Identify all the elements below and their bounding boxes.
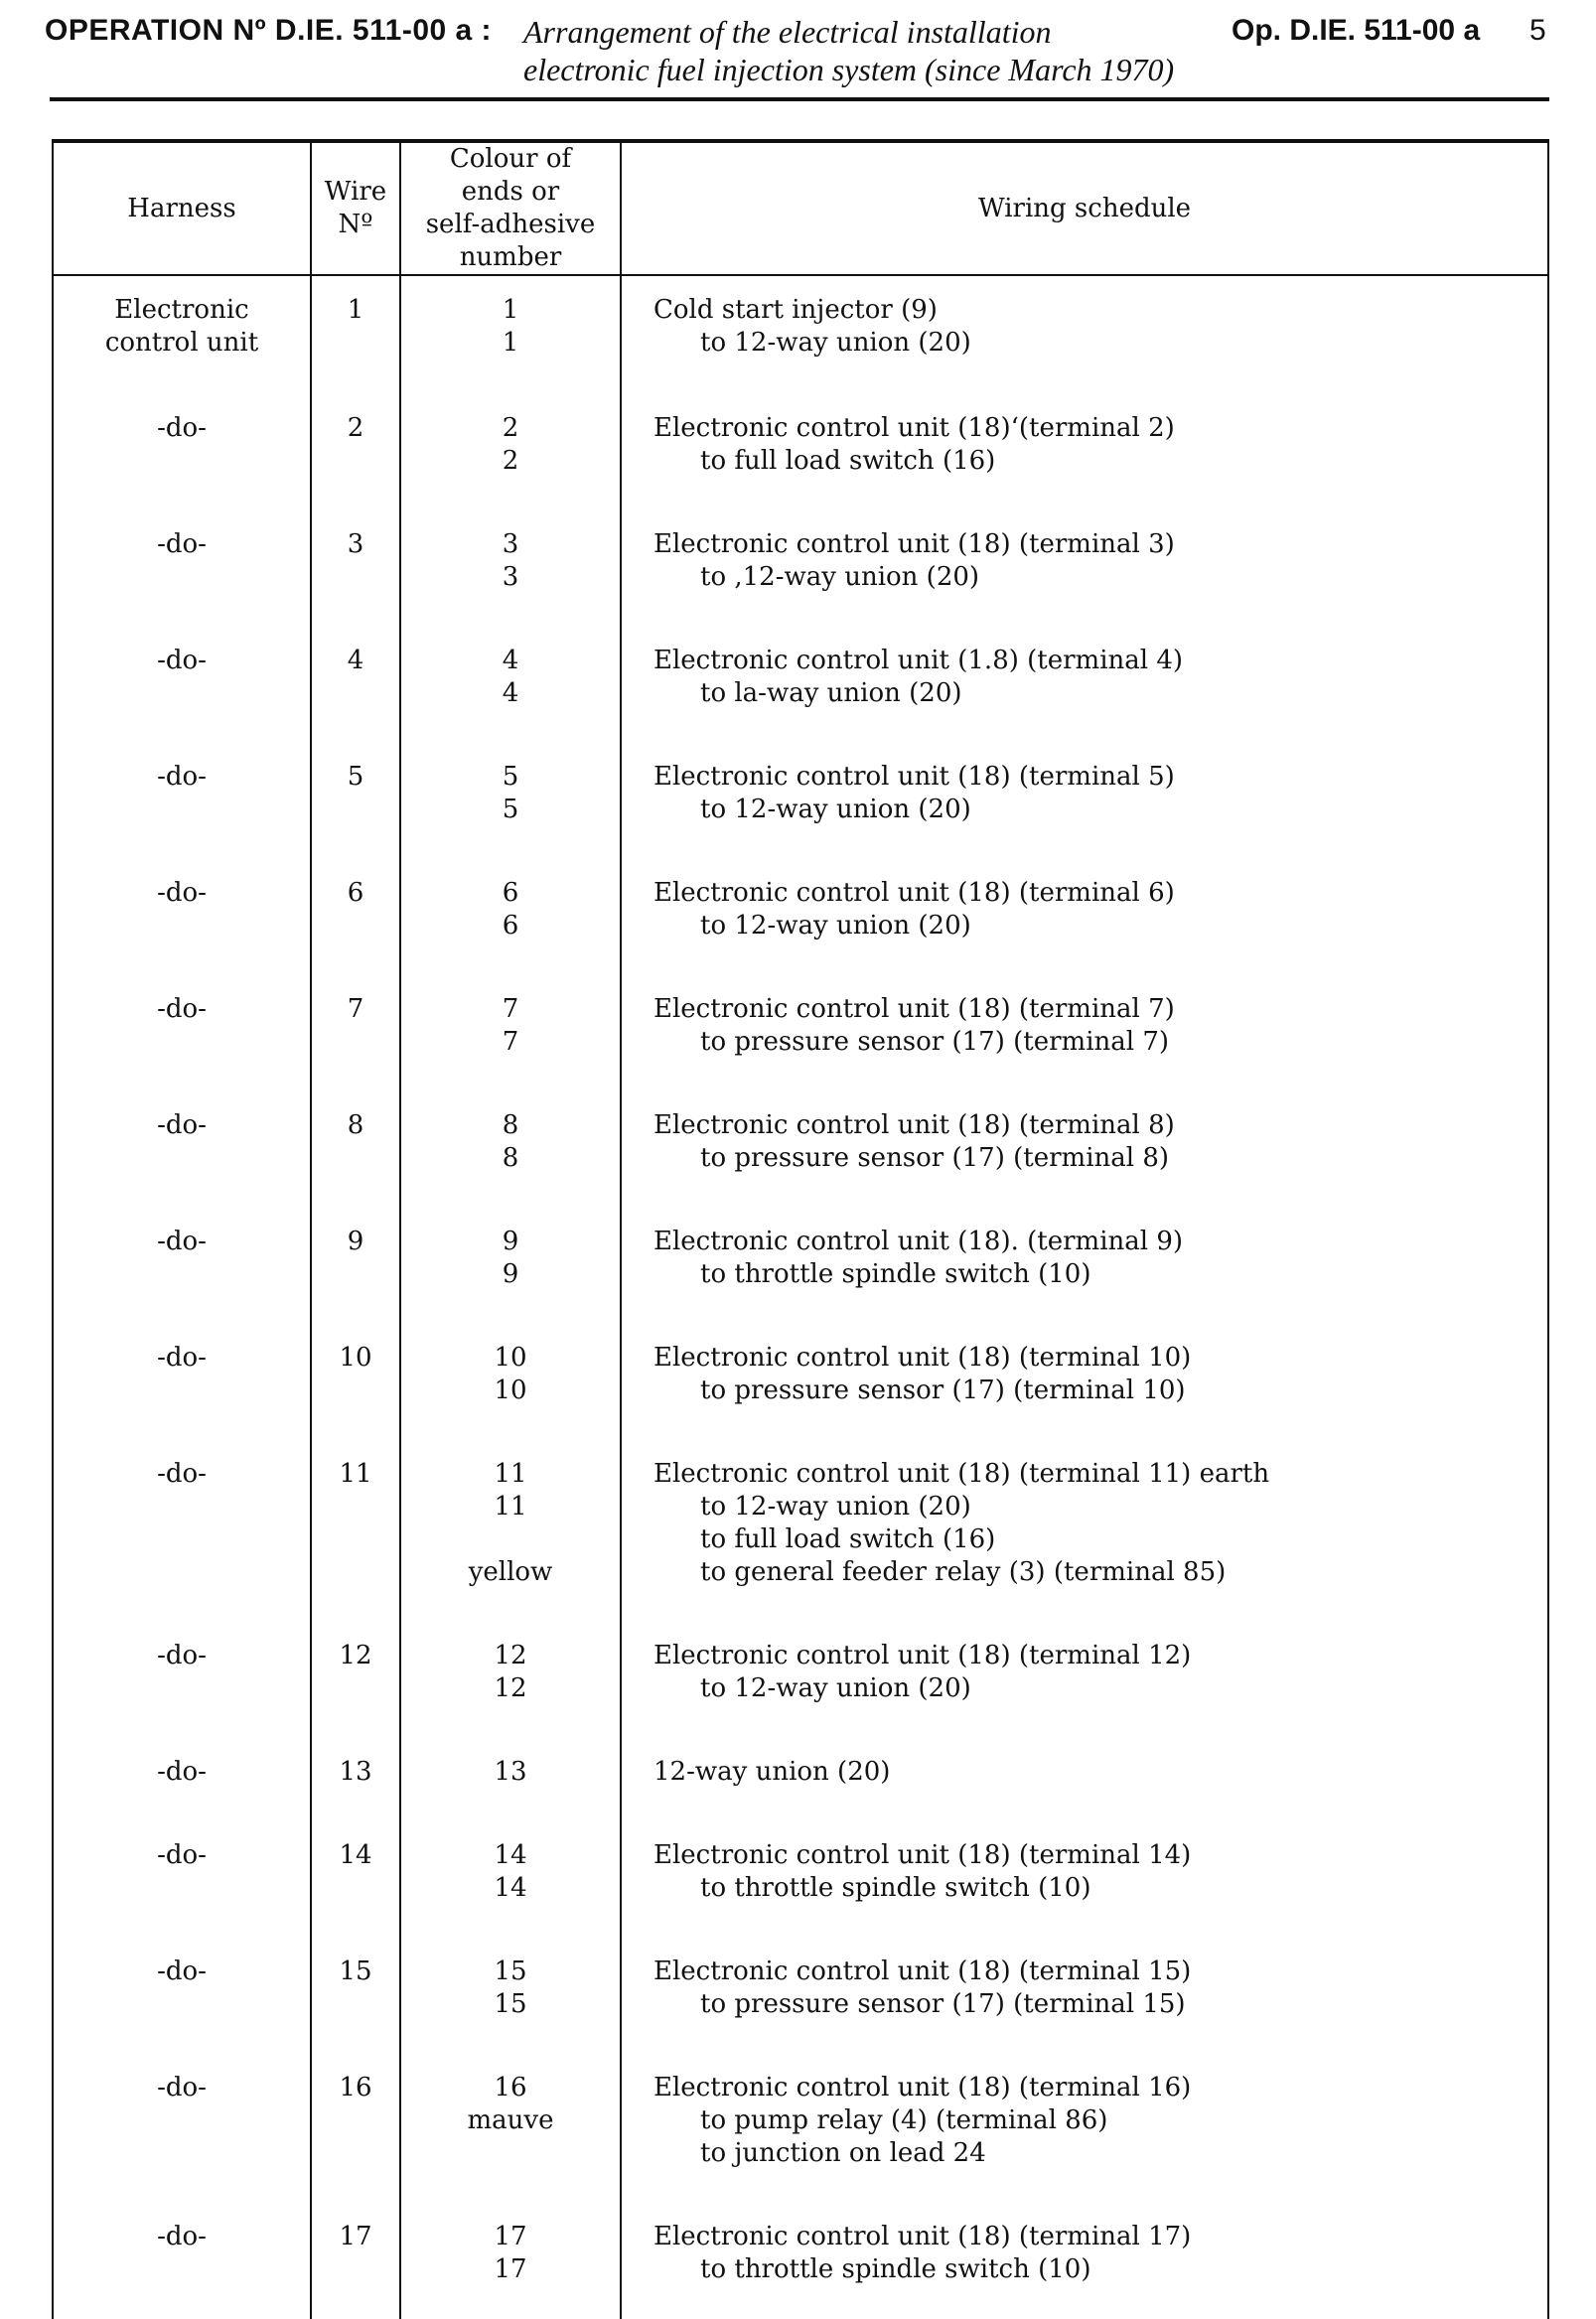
wire-number: 15 xyxy=(339,1957,372,1986)
harness-text: -do- xyxy=(157,1957,207,1986)
schedule-line: 12-way union (20) xyxy=(653,1757,891,1787)
colour-cell xyxy=(400,510,621,627)
column-header-schedule xyxy=(621,141,1548,275)
colour-marking: 15 xyxy=(494,1957,527,1986)
wire-number-cell xyxy=(311,1324,400,1440)
schedule-line: to pressure sensor (17) (terminal 15) xyxy=(700,1989,1186,2019)
schedule-line: to pressure sensor (17) (terminal 7) xyxy=(700,1027,1170,1057)
harness-text: Electronic xyxy=(114,295,249,325)
harness-cell xyxy=(53,1440,311,1622)
colour-header-line-2: ends or xyxy=(461,177,560,207)
wiring-schedule-cell xyxy=(621,1208,1548,1324)
schedule-line: to throttle spindle switch (10) xyxy=(700,1873,1091,1903)
schedule-line: to pressure sensor (17) (terminal 10) xyxy=(700,1376,1186,1405)
wire-number: 11 xyxy=(339,1459,372,1489)
operation-number: OPERATION Nº D.IE. 511-00 a : xyxy=(45,14,493,47)
colour-marking: 5 xyxy=(502,762,519,792)
schedule-line: to pump relay (4) (terminal 86) xyxy=(700,2105,1108,2135)
colour-cell xyxy=(400,392,621,510)
wire-number-cell xyxy=(311,510,400,627)
colour-cell xyxy=(400,1324,621,1440)
harness-text: -do- xyxy=(157,1459,207,1489)
harness-text: -do- xyxy=(157,1641,207,1670)
wire-number-cell xyxy=(311,1622,400,1738)
harness-cell xyxy=(53,1821,311,1938)
harness-cell xyxy=(53,510,311,627)
schedule-line: Electronic control unit (1.8) (terminal 4) xyxy=(653,646,1184,675)
colour-header-line-4: number xyxy=(459,242,562,272)
harness-cell xyxy=(53,975,311,1091)
colour-marking: 8 xyxy=(502,1110,519,1140)
colour-marking: 4 xyxy=(502,678,519,708)
colour-cell xyxy=(400,1938,621,2054)
schedule-line: to 12-way union (20) xyxy=(700,1492,971,1522)
wire-number: 10 xyxy=(339,1343,372,1373)
colour-marking: 11 xyxy=(494,1492,527,1522)
colour-marking: 12 xyxy=(494,1641,527,1670)
colour-marking: 12 xyxy=(494,1673,527,1703)
colour-marking: 3 xyxy=(502,562,519,592)
schedule-line: Electronic control unit (18) (terminal 8) xyxy=(653,1110,1175,1140)
table-row xyxy=(53,1738,1548,1821)
wire-number-cell xyxy=(311,2054,400,2203)
colour-header-line-3: self-adhesive xyxy=(425,210,596,239)
schedule-line: Electronic control unit (18)‘(terminal 2) xyxy=(653,413,1175,443)
wire-number-cell xyxy=(311,859,400,975)
schedule-line: to junction on lead 24 xyxy=(700,2138,986,2168)
colour-cell xyxy=(400,1738,621,1821)
table-row xyxy=(53,1622,1548,1738)
wiring-schedule-cell xyxy=(621,1821,1548,1938)
harness-header-label: Harness xyxy=(127,193,236,223)
harness-cell xyxy=(53,392,311,510)
table-row xyxy=(53,743,1548,859)
schedule-line: Electronic control unit (18). (terminal 9) xyxy=(653,1227,1184,1256)
wire-number: 12 xyxy=(339,1641,372,1670)
colour-header-line-1: Colour of xyxy=(449,144,572,174)
colour-cell xyxy=(400,1091,621,1208)
colour-marking: 2 xyxy=(502,446,519,476)
schedule-line: to general feeder relay (3) (terminal 85) xyxy=(700,1557,1227,1587)
schedule-line: Electronic control unit (18) (terminal 10) xyxy=(653,1343,1192,1373)
colour-cell xyxy=(400,1440,621,1622)
schedule-line: to pressure sensor (17) (terminal 8) xyxy=(700,1143,1170,1173)
column-header-wire xyxy=(311,141,400,275)
colour-cell xyxy=(400,1208,621,1324)
wire-number: 2 xyxy=(347,413,364,443)
schedule-line: to ,12-way union (20) xyxy=(700,562,980,592)
colour-marking: 14 xyxy=(494,1840,527,1870)
wiring-schedule-cell xyxy=(621,1738,1548,1821)
schedule-line: to la-way union (20) xyxy=(700,678,962,708)
colour-marking: 11 xyxy=(494,1459,527,1489)
table-header-row xyxy=(53,141,1548,275)
colour-marking: 7 xyxy=(502,994,519,1024)
wire-header-line-2: Nº xyxy=(338,210,373,239)
schedule-line: Electronic control unit (18) (terminal 16) xyxy=(653,2073,1192,2102)
wiring-schedule-cell xyxy=(621,2054,1548,2203)
harness-text: -do- xyxy=(157,1227,207,1256)
wire-number: 7 xyxy=(347,994,364,1024)
table-row xyxy=(53,275,1548,392)
wiring-schedule-cell xyxy=(621,1091,1548,1208)
colour-cell xyxy=(400,743,621,859)
colour-marking xyxy=(401,1523,620,1556)
harness-text: -do- xyxy=(157,878,207,908)
schedule-line: Electronic control unit (18) (terminal 7) xyxy=(653,994,1175,1024)
table-row xyxy=(53,510,1548,627)
colour-cell xyxy=(400,275,621,392)
wire-number: 3 xyxy=(347,529,364,559)
colour-marking: 15 xyxy=(494,1989,527,2019)
table-row xyxy=(53,859,1548,975)
harness-cell xyxy=(53,2054,311,2203)
colour-cell xyxy=(400,1622,621,1738)
wire-number: 8 xyxy=(347,1110,364,1140)
table-body xyxy=(53,275,1548,2319)
schedule-line: Electronic control unit (18) (terminal 6) xyxy=(653,878,1175,908)
colour-marking: mauve xyxy=(467,2105,554,2135)
wiring-schedule-cell xyxy=(621,510,1548,627)
page-number: 5 xyxy=(1529,14,1546,47)
colour-marking: 6 xyxy=(502,878,519,908)
schedule-line: to full load switch (16) xyxy=(700,446,996,476)
harness-cell xyxy=(53,2203,311,2319)
wire-number-cell xyxy=(311,975,400,1091)
harness-text: -do- xyxy=(157,1343,207,1373)
wiring-schedule-cell xyxy=(621,1440,1548,1622)
wire-number-cell xyxy=(311,1738,400,1821)
table-row xyxy=(53,392,1548,510)
operation-title-line-2: electronic fuel injection system (since March 1970) xyxy=(523,52,1175,87)
colour-marking: 2 xyxy=(502,413,519,443)
harness-cell xyxy=(53,1938,311,2054)
harness-cell xyxy=(53,743,311,859)
colour-marking: 3 xyxy=(502,529,519,559)
wiring-schedule-cell xyxy=(621,2203,1548,2319)
wiring-schedule-cell xyxy=(621,1324,1548,1440)
schedule-line: to full load switch (16) xyxy=(700,1524,996,1554)
wire-number: 5 xyxy=(347,762,364,792)
wire-number-cell xyxy=(311,275,400,392)
wire-number: 13 xyxy=(339,1757,372,1787)
harness-text: -do- xyxy=(157,762,207,792)
colour-marking: 16 xyxy=(494,2073,527,2102)
harness-cell xyxy=(53,1091,311,1208)
colour-marking: 8 xyxy=(502,1143,519,1173)
schedule-line: to throttle spindle switch (10) xyxy=(700,2254,1091,2284)
schedule-line: to 12-way union (20) xyxy=(700,795,971,824)
colour-cell xyxy=(400,859,621,975)
wire-header-line-1: Wire xyxy=(324,177,387,207)
operation-title-line-1: Arrangement of the electrical installation xyxy=(523,14,1052,50)
colour-marking: 7 xyxy=(502,1027,519,1057)
wiring-table xyxy=(52,139,1549,2319)
colour-cell xyxy=(400,975,621,1091)
wiring-schedule-cell xyxy=(621,1938,1548,2054)
table-row xyxy=(53,1091,1548,1208)
harness-cell xyxy=(53,1324,311,1440)
colour-marking: 17 xyxy=(494,2222,527,2251)
table-row xyxy=(53,1324,1548,1440)
colour-marking: 6 xyxy=(502,911,519,941)
wire-number-cell xyxy=(311,1091,400,1208)
wiring-schedule-cell xyxy=(621,743,1548,859)
harness-text: -do- xyxy=(157,646,207,675)
wiring-schedule-cell xyxy=(621,275,1548,392)
colour-cell xyxy=(400,2054,621,2203)
colour-marking: 9 xyxy=(502,1227,519,1256)
wire-number: 16 xyxy=(339,2073,372,2102)
harness-text: -do- xyxy=(157,994,207,1024)
harness-text: control unit xyxy=(104,328,259,358)
wire-number-cell xyxy=(311,743,400,859)
wire-number-cell xyxy=(311,1440,400,1622)
schedule-line: Electronic control unit (18) (terminal 11) earth xyxy=(653,1459,1270,1489)
harness-cell xyxy=(53,1208,311,1324)
harness-text: -do- xyxy=(157,413,207,443)
wiring-schedule-cell xyxy=(621,859,1548,975)
harness-text: -do- xyxy=(157,1840,207,1870)
table-row xyxy=(53,2054,1548,2203)
column-header-harness xyxy=(53,141,311,275)
schedule-line: Electronic control unit (18) (terminal 17) xyxy=(653,2222,1192,2251)
schedule-line: to throttle spindle switch (10) xyxy=(700,1259,1091,1289)
harness-cell xyxy=(53,1622,311,1738)
wire-number: 1 xyxy=(347,295,364,325)
colour-marking: 1 xyxy=(502,295,519,325)
schedule-line: Electronic control unit (18) (terminal 14) xyxy=(653,1840,1192,1870)
colour-marking: 4 xyxy=(502,646,519,675)
wiring-schedule-cell xyxy=(621,975,1548,1091)
schedule-line: Electronic control unit (18) (terminal 3) xyxy=(653,529,1175,559)
schedule-line: to 12-way union (20) xyxy=(700,911,971,941)
schedule-line: Electronic control unit (18) (terminal 5) xyxy=(653,762,1175,792)
wire-number-cell xyxy=(311,627,400,743)
table-row xyxy=(53,627,1548,743)
colour-marking: 5 xyxy=(502,795,519,824)
table-row xyxy=(53,975,1548,1091)
wire-number: 9 xyxy=(347,1227,364,1256)
harness-cell xyxy=(53,859,311,975)
schedule-line: Cold start injector (9) xyxy=(653,295,938,325)
table-row xyxy=(53,1208,1548,1324)
colour-marking: 13 xyxy=(494,1757,527,1787)
header-divider xyxy=(50,97,1549,101)
colour-marking: 10 xyxy=(494,1376,527,1405)
schedule-line: Electronic control unit (18) (terminal 15) xyxy=(653,1957,1192,1986)
colour-cell xyxy=(400,627,621,743)
colour-marking: yellow xyxy=(468,1557,553,1587)
wire-number-cell xyxy=(311,1821,400,1938)
harness-cell xyxy=(53,275,311,392)
schedule-line: to 12-way union (20) xyxy=(700,1673,971,1703)
harness-text: -do- xyxy=(157,1110,207,1140)
table-row xyxy=(53,1821,1548,1938)
harness-text: -do- xyxy=(157,2073,207,2102)
wire-number: 6 xyxy=(347,878,364,908)
wire-number-cell xyxy=(311,1938,400,2054)
colour-marking: 14 xyxy=(494,1873,527,1903)
harness-cell xyxy=(53,627,311,743)
harness-text: -do- xyxy=(157,529,207,559)
wire-number: 4 xyxy=(347,646,364,675)
harness-cell xyxy=(53,1738,311,1821)
colour-marking: 10 xyxy=(494,1343,527,1373)
wiring-schedule-cell xyxy=(621,1622,1548,1738)
column-header-colour xyxy=(400,141,621,275)
colour-marking: 1 xyxy=(502,328,519,358)
harness-text: -do- xyxy=(157,2222,207,2251)
wiring-schedule-cell xyxy=(621,627,1548,743)
colour-marking: 9 xyxy=(502,1259,519,1289)
schedule-line: Electronic control unit (18) (terminal 12) xyxy=(653,1641,1192,1670)
wire-number-cell xyxy=(311,1208,400,1324)
table-row xyxy=(53,2203,1548,2319)
table-row xyxy=(53,1440,1548,1622)
wire-number: 14 xyxy=(339,1840,372,1870)
wiring-schedule-cell xyxy=(621,392,1548,510)
wire-number-cell xyxy=(311,2203,400,2319)
colour-cell xyxy=(400,2203,621,2319)
wire-number: 17 xyxy=(339,2222,372,2251)
table-row xyxy=(53,1938,1548,2054)
wire-number-cell xyxy=(311,392,400,510)
harness-text: -do- xyxy=(157,1757,207,1787)
schedule-header-label: Wiring schedule xyxy=(977,193,1192,223)
operation-reference: Op. D.IE. 511-00 a xyxy=(1232,14,1481,47)
schedule-line: to 12-way union (20) xyxy=(700,328,971,358)
colour-cell xyxy=(400,1821,621,1938)
colour-marking: 17 xyxy=(494,2254,527,2284)
